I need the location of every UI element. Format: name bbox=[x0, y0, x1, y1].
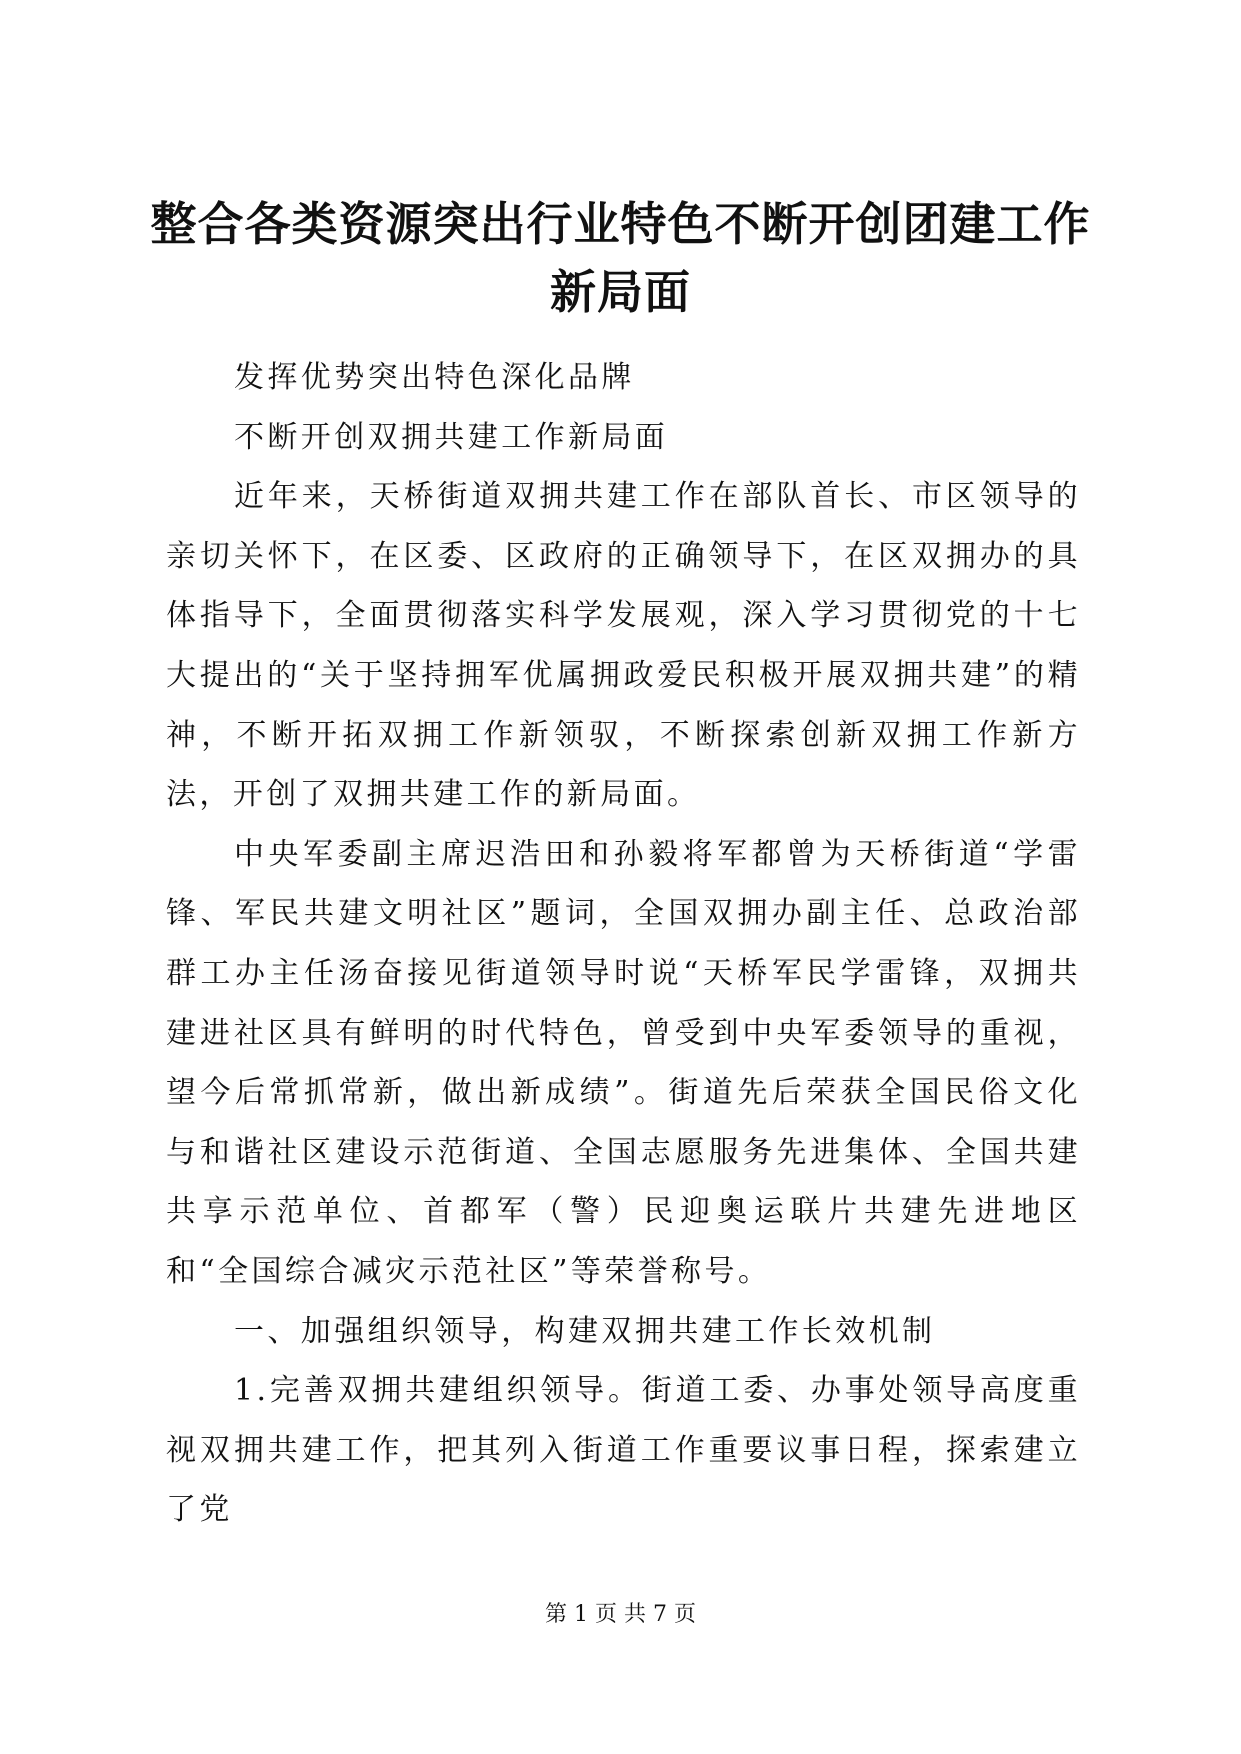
subtitle-line-1: 发挥优势突出特色深化品牌 bbox=[234, 360, 635, 395]
body-paragraph-1-1: 1.完善双拥共建组织领导。街道工委、办事处领导高度重视双拥共建工作，把其列入街道工作重要议事日程，探索建立了党 bbox=[166, 1373, 1081, 1528]
document-title: 整合各类资源突出行业特色不断开创团建工作新局面 bbox=[150, 197, 1091, 319]
subtitle-line-2: 不断开创双拥共建工作新局面 bbox=[234, 419, 669, 455]
document-body bbox=[166, 348, 1081, 1540]
body-paragraph-honors: 中央军委副主席迟浩田和孙毅将军都曾为天桥街道“学雷锋、军民共建文明社区”题词，全国双拥办副主任、总政治部群工办主任汤奋接见街道领导时说“天桥军民学雷锋，双拥共建进社区具有鲜明的时代特色，曾受到中央军委领导的重视，望今后常抓常新，做出新成绩”。街道先后荣获全国民俗文化与和谐社区建设示范街道、全国志愿服务先进集体、全国共建共享示范单位、首都军（警）民迎奥运联片共建先进地区和“全国综合减灾示范社区”等荣誉称号。 bbox=[166, 836, 1081, 1289]
body-paragraph-intro: 近年来，天桥街道双拥共建工作在部队首长、市区领导的亲切关怀下，在区委、区政府的正确领导下，在区双拥办的具体指导下，全面贯彻落实科学发展观，深入学习贯彻党的十七大提出的“关于坚持拥军优属拥政爱民积极开展双拥共建”的精神，不断开拓双拥工作新领驭，不断探索创新双拥工作新方法，开创了双拥共建工作的新局面。 bbox=[166, 479, 1081, 813]
section-heading-1: 一、加强组织领导，构建双拥共建工作长效机制 bbox=[234, 1313, 936, 1349]
page-footer: 第 1 页 共 7 页 bbox=[545, 1602, 696, 1627]
